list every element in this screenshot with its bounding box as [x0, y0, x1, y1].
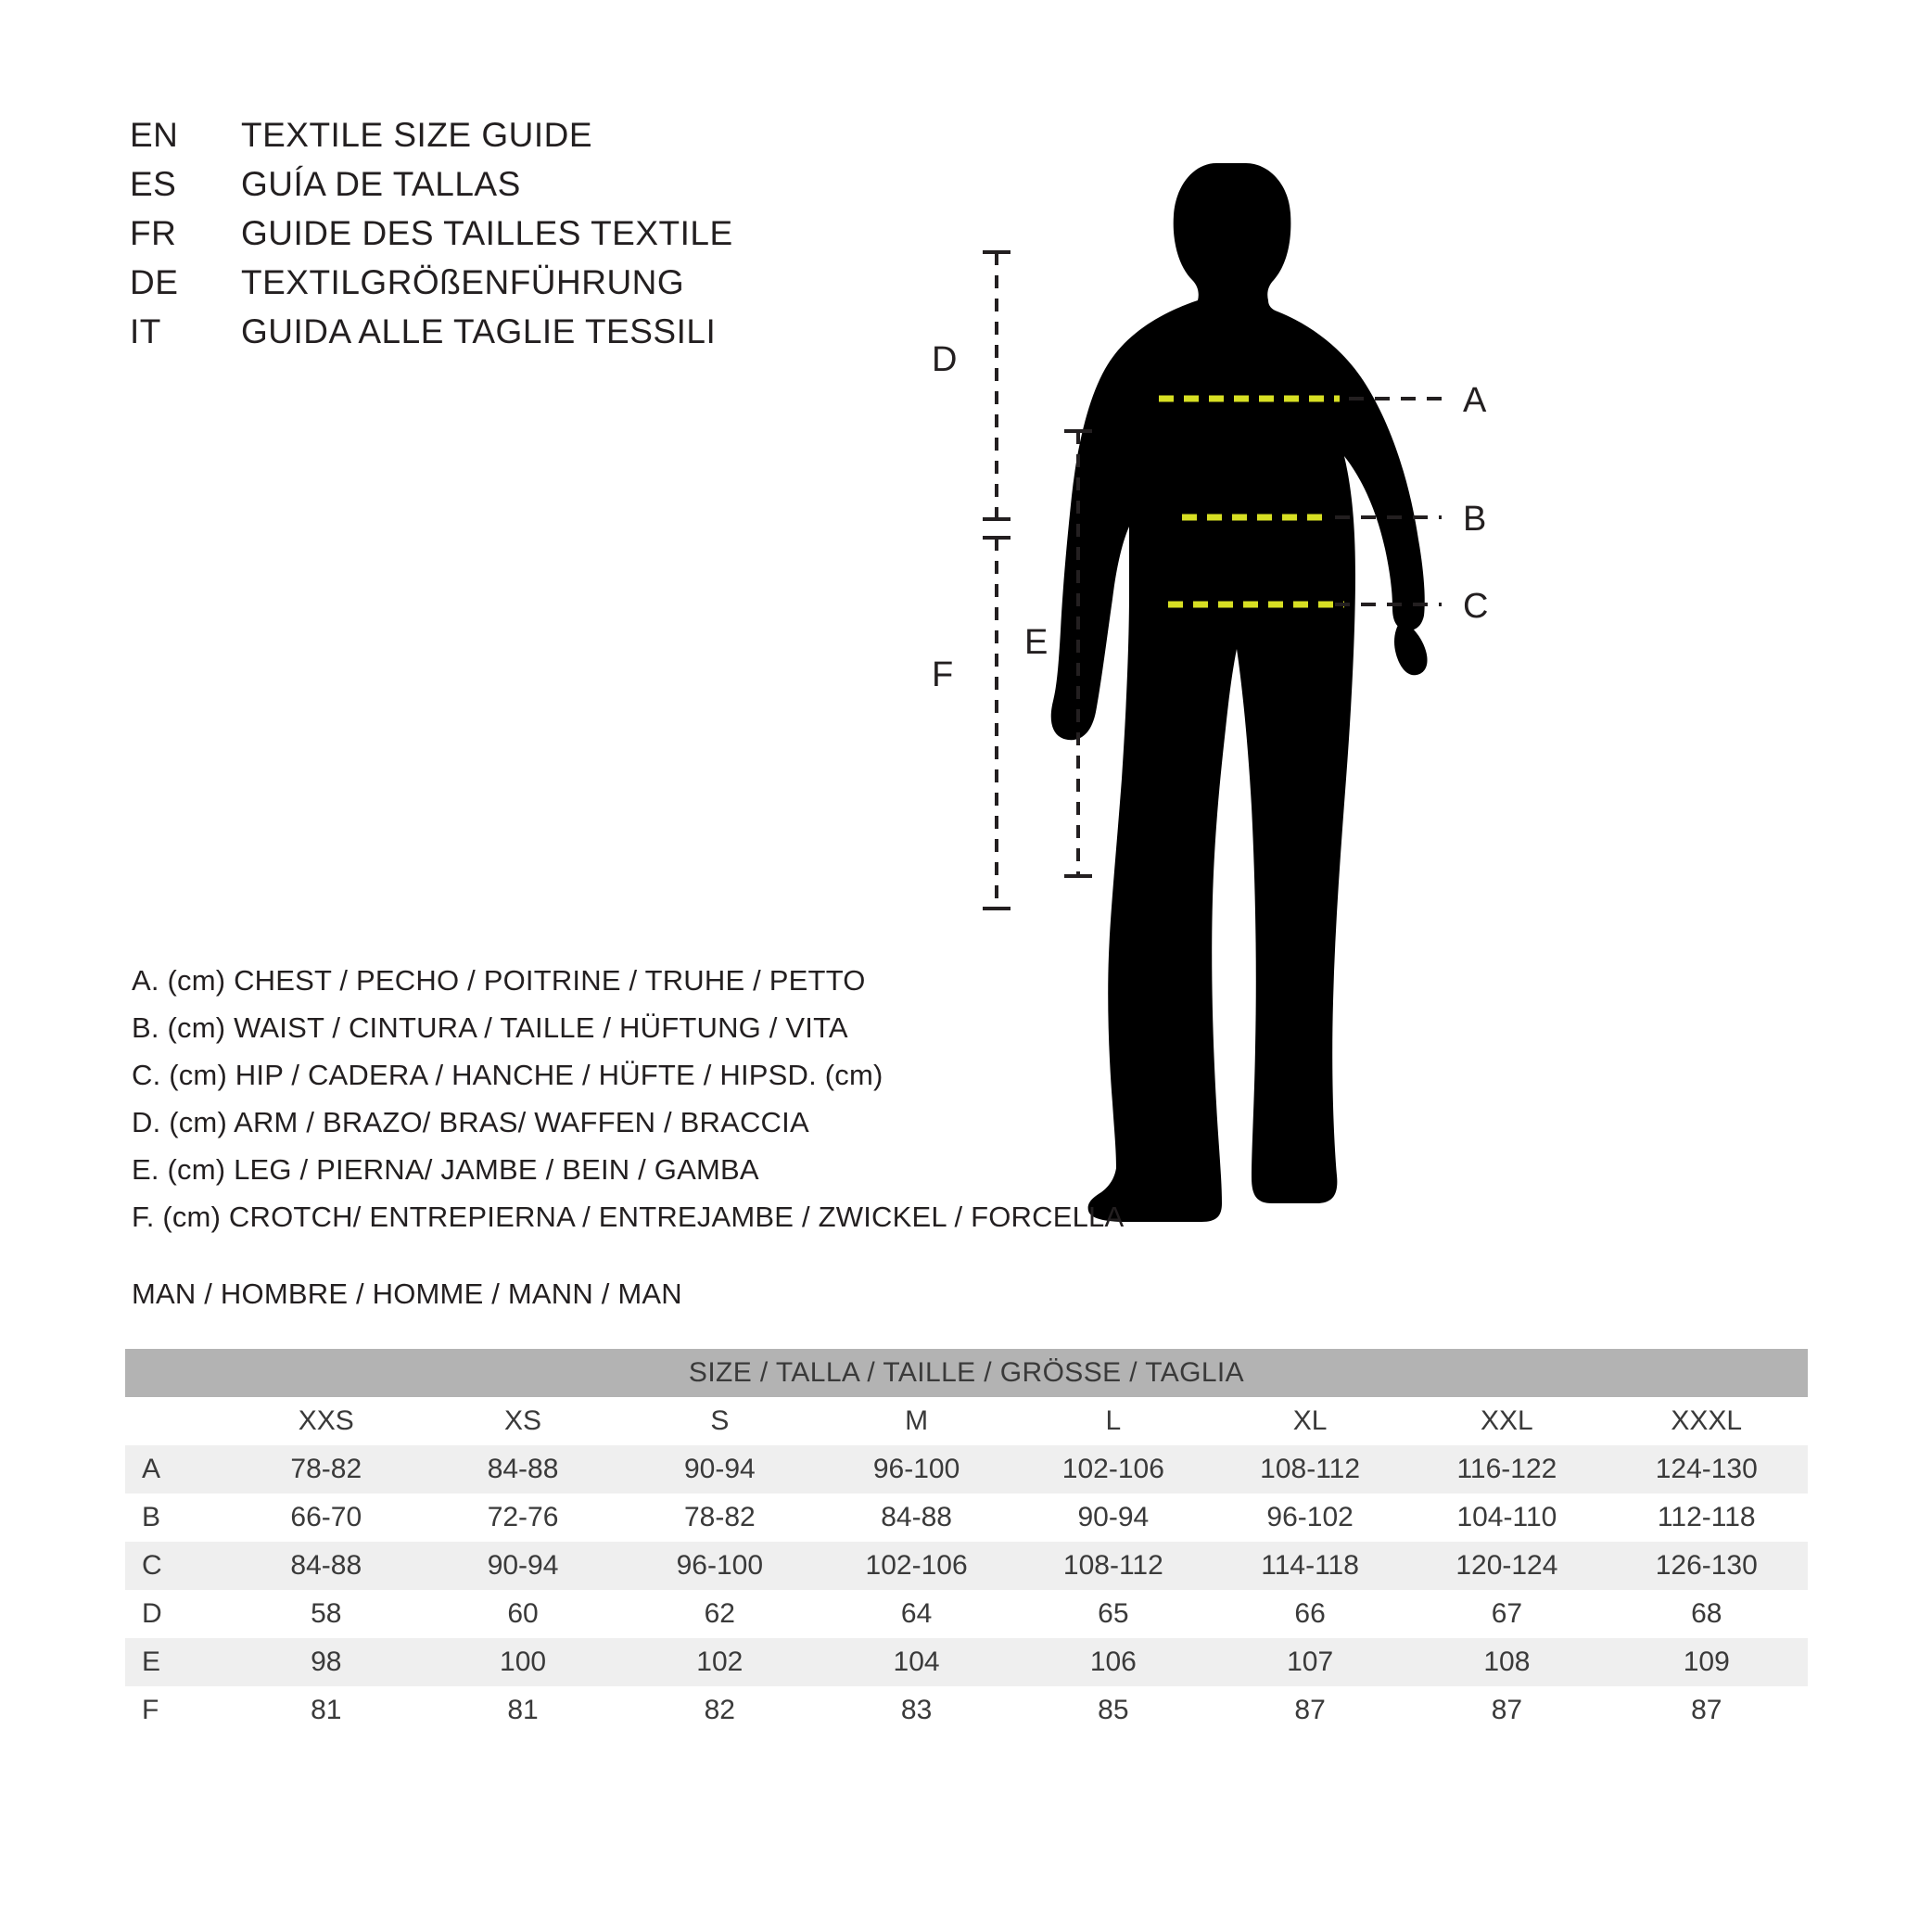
title-block	[130, 116, 733, 362]
table-cell: 72-76	[425, 1493, 621, 1542]
marker-label-c: C	[1463, 587, 1489, 626]
title-lang-de: DE	[130, 263, 179, 301]
table-cell: 81	[228, 1686, 425, 1735]
legend-row-f: F. (cm) CROTCH/ ENTREPIERNA / ENTREJAMBE / ZWICKEL / FORCELLA	[132, 1201, 1125, 1233]
table-cell: 82	[621, 1686, 818, 1735]
table-cell: 84-88	[425, 1445, 621, 1493]
table-cell: 66-70	[228, 1493, 425, 1542]
table-cell: 78-82	[228, 1445, 425, 1493]
size-table-band-label: SIZE / TALLA / TAILLE / GRÖSSE / TAGLIA	[125, 1349, 1808, 1397]
title-text-it: GUIDA ALLE TAGLIE TESSILI	[241, 312, 717, 350]
legend-row-a: A. (cm) CHEST / PECHO / POITRINE / TRUHE / PETTO	[132, 964, 866, 997]
table-cell: 112-118	[1606, 1493, 1808, 1542]
table-cell: 58	[228, 1590, 425, 1638]
table-cell: 83	[818, 1686, 1014, 1735]
table-cell: 64	[818, 1590, 1014, 1638]
table-cell: 102-106	[818, 1542, 1014, 1590]
row-label: D	[125, 1590, 228, 1638]
legend-row-d: D. (cm) ARM / BRAZO/ BRAS/ WAFFEN / BRACCIA	[132, 1106, 809, 1138]
table-cell: 104-110	[1408, 1493, 1605, 1542]
table-cell: 60	[425, 1590, 621, 1638]
table-cell: 100	[425, 1638, 621, 1686]
table-cell: 87	[1408, 1686, 1605, 1735]
title-row	[130, 165, 733, 214]
size-header-cell: XL	[1212, 1397, 1408, 1445]
table-cell: 120-124	[1408, 1542, 1605, 1590]
legend-block	[132, 964, 1124, 1248]
table-cell: 102-106	[1015, 1445, 1212, 1493]
table-cell: 108	[1408, 1638, 1605, 1686]
table-cell: 96-100	[621, 1542, 818, 1590]
title-row	[130, 312, 733, 362]
size-header-cell: XXS	[228, 1397, 425, 1445]
header-corner-cell	[125, 1397, 228, 1445]
title-row	[130, 263, 733, 312]
table-cell: 114-118	[1212, 1542, 1408, 1590]
table-cell: 124-130	[1606, 1445, 1808, 1493]
title-lang-fr: FR	[130, 214, 177, 252]
marker-label-d: D	[932, 340, 958, 379]
measurement-diagram	[932, 74, 1882, 1298]
table-cell: 102	[621, 1638, 818, 1686]
crotch-dimension-bracket	[932, 538, 1010, 909]
size-table-header-row	[125, 1397, 1808, 1445]
table-cell: 108-112	[1015, 1542, 1212, 1590]
table-cell: 67	[1408, 1590, 1605, 1638]
table-cell: 116-122	[1408, 1445, 1605, 1493]
table-cell: 98	[228, 1638, 425, 1686]
table-row	[125, 1445, 1808, 1493]
size-table-band-row	[125, 1349, 1808, 1397]
title-lang-es: ES	[130, 165, 177, 203]
table-row	[125, 1542, 1808, 1590]
title-row	[130, 214, 733, 263]
table-cell: 87	[1212, 1686, 1408, 1735]
table-cell: 90-94	[621, 1445, 818, 1493]
row-label: B	[125, 1493, 228, 1542]
title-lang-en: EN	[130, 116, 179, 154]
table-cell: 109	[1606, 1638, 1808, 1686]
table-row	[125, 1493, 1808, 1542]
size-table	[125, 1349, 1808, 1735]
title-text-de: TEXTILGRÖßENFÜHRUNG	[241, 263, 685, 301]
table-cell: 104	[818, 1638, 1014, 1686]
table-cell: 85	[1015, 1686, 1212, 1735]
size-header-cell: XS	[425, 1397, 621, 1445]
legend-row-c: C. (cm) HIP / CADERA / HANCHE / HÜFTE / HIPSD. (cm)	[132, 1059, 883, 1091]
size-header-cell: XXXL	[1606, 1397, 1808, 1445]
table-cell: 68	[1606, 1590, 1808, 1638]
table-cell: 84-88	[228, 1542, 425, 1590]
table-cell: 81	[425, 1686, 621, 1735]
title-text-fr: GUIDE DES TAILLES TEXTILE	[241, 214, 733, 252]
table-row	[125, 1686, 1808, 1735]
size-table-wrap	[125, 1349, 1808, 1735]
table-cell: 96-100	[818, 1445, 1014, 1493]
size-header-cell: S	[621, 1397, 818, 1445]
table-cell: 65	[1015, 1590, 1212, 1638]
arm-dimension-bracket	[932, 252, 1010, 519]
table-cell: 87	[1606, 1686, 1808, 1735]
legend-row-b: B. (cm) WAIST / CINTURA / TAILLE / HÜFTUNG / VITA	[132, 1011, 848, 1044]
size-header-cell: XXL	[1408, 1397, 1605, 1445]
table-cell: 62	[621, 1590, 818, 1638]
title-text-en: TEXTILE SIZE GUIDE	[241, 116, 593, 154]
table-cell: 126-130	[1606, 1542, 1808, 1590]
table-row	[125, 1638, 1808, 1686]
table-cell: 66	[1212, 1590, 1408, 1638]
row-label: A	[125, 1445, 228, 1493]
title-row	[130, 116, 733, 165]
table-row	[125, 1590, 1808, 1638]
table-cell: 90-94	[1015, 1493, 1212, 1542]
size-header-cell: L	[1015, 1397, 1212, 1445]
title-lang-it: IT	[130, 312, 161, 350]
table-cell: 90-94	[425, 1542, 621, 1590]
table-cell: 96-102	[1212, 1493, 1408, 1542]
marker-label-e: E	[1024, 623, 1049, 662]
marker-label-a: A	[1463, 381, 1487, 420]
title-text-es: GUÍA DE TALLAS	[241, 165, 521, 203]
gender-label: MAN / HOMBRE / HOMME / MANN / MAN	[132, 1277, 682, 1310]
marker-label-f: F	[932, 655, 954, 694]
table-cell: 78-82	[621, 1493, 818, 1542]
table-cell: 107	[1212, 1638, 1408, 1686]
marker-label-b: B	[1463, 500, 1487, 539]
legend-row-e: E. (cm) LEG / PIERNA/ JAMBE / BEIN / GAMBA	[132, 1153, 759, 1186]
table-cell: 84-88	[818, 1493, 1014, 1542]
size-header-cell: M	[818, 1397, 1014, 1445]
table-cell: 106	[1015, 1638, 1212, 1686]
row-label: C	[125, 1542, 228, 1590]
table-cell: 108-112	[1212, 1445, 1408, 1493]
row-label: E	[125, 1638, 228, 1686]
row-label: F	[125, 1686, 228, 1735]
